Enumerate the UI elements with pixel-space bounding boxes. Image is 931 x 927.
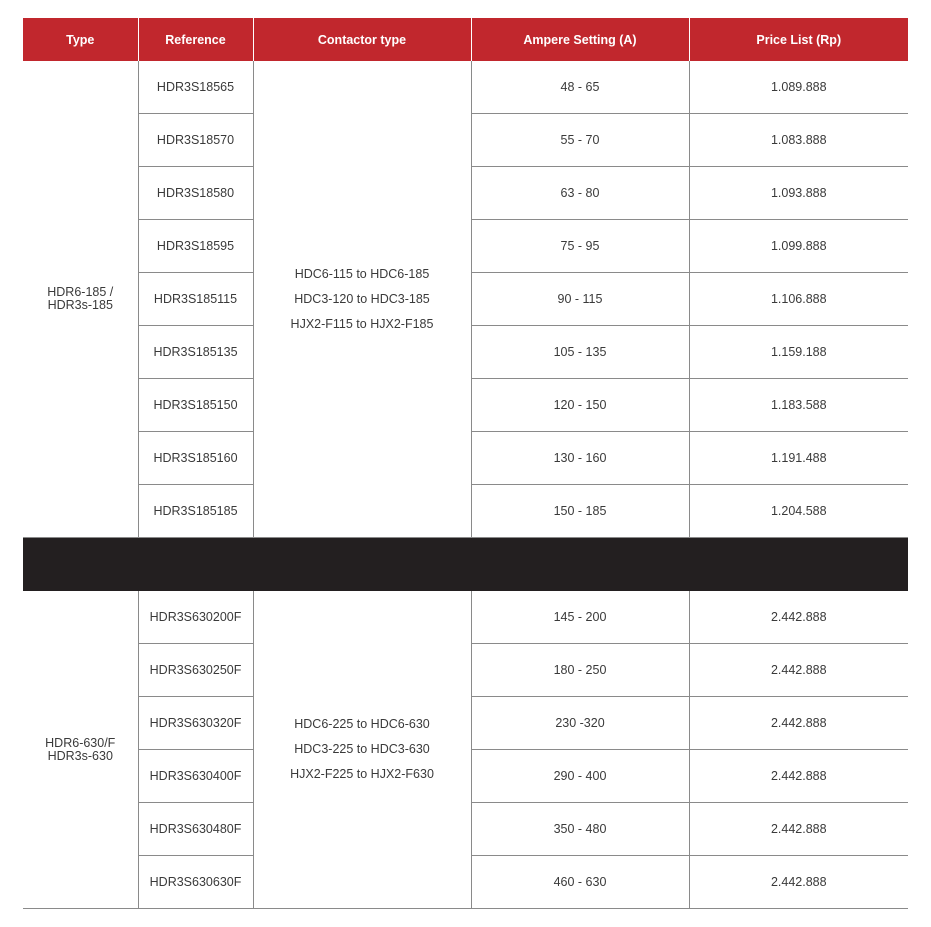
price-cell: 2.442.888: [689, 750, 908, 803]
header-price-list: Price List (Rp): [689, 18, 908, 61]
table-row: [23, 591, 908, 644]
contactor-type-line: HDC3-225 to HDC3-630: [294, 742, 430, 756]
section-separator-row: [23, 538, 908, 592]
reference-cell: HDR3S185160: [138, 432, 253, 485]
price-cell: 1.204.588: [689, 485, 908, 538]
type-line: HDR6-185 /: [47, 285, 114, 299]
ampere-setting-cell: 180 - 250: [471, 644, 689, 697]
ampere-setting-cell: 460 - 630: [471, 856, 689, 909]
reference-cell: HDR3S185115: [138, 273, 253, 326]
price-cell: 1.099.888: [689, 220, 908, 273]
type-line: HDR3s-185: [47, 298, 113, 312]
ampere-setting-cell: 63 - 80: [471, 167, 689, 220]
ampere-setting-cell: 130 - 160: [471, 432, 689, 485]
ampere-setting-cell: 230 -320: [471, 697, 689, 750]
price-cell: 1.083.888: [689, 114, 908, 167]
contactor-type-line: HJX2-F225 to HJX2-F630: [290, 767, 434, 781]
reference-cell: HDR3S185135: [138, 326, 253, 379]
type-cell: [23, 61, 138, 538]
reference-cell: HDR3S630320F: [138, 697, 253, 750]
ampere-setting-cell: 48 - 65: [471, 61, 689, 114]
price-cell: 1.106.888: [689, 273, 908, 326]
reference-cell: HDR3S630200F: [138, 591, 253, 644]
price-cell: 1.093.888: [689, 167, 908, 220]
reference-cell: HDR3S630400F: [138, 750, 253, 803]
price-cell: 2.442.888: [689, 591, 908, 644]
ampere-setting-cell: 290 - 400: [471, 750, 689, 803]
price-cell: 1.089.888: [689, 61, 908, 114]
ampere-setting-cell: 55 - 70: [471, 114, 689, 167]
reference-cell: HDR3S18580: [138, 167, 253, 220]
ampere-setting-cell: 150 - 185: [471, 485, 689, 538]
contactor-type-line: HDC6-115 to HDC6-185: [294, 266, 430, 281]
header-type: Type: [23, 18, 138, 61]
contactor-type-line: HDC3-120 to HDC3-185: [294, 291, 430, 306]
price-list-table: [23, 18, 908, 909]
header-row: [23, 18, 908, 61]
table-body: [23, 61, 908, 909]
ampere-setting-cell: 120 - 150: [471, 379, 689, 432]
ampere-setting-cell: 90 - 115: [471, 273, 689, 326]
section-separator-band: [23, 538, 908, 592]
contactor-type-cell: [253, 591, 471, 909]
type-line: HDR3s-630: [47, 748, 113, 763]
reference-cell: HDR3S185185: [138, 485, 253, 538]
reference-cell: HDR3S18565: [138, 61, 253, 114]
reference-cell: HDR3S630250F: [138, 644, 253, 697]
reference-cell: HDR3S185150: [138, 379, 253, 432]
price-cell: 2.442.888: [689, 697, 908, 750]
contactor-type-cell: [253, 61, 471, 538]
ampere-setting-cell: 105 - 135: [471, 326, 689, 379]
price-cell: 2.442.888: [689, 803, 908, 856]
type-cell: [23, 591, 138, 909]
contactor-type-line: HDC6-225 to HDC6-630: [294, 717, 430, 731]
price-cell: 1.191.488: [689, 432, 908, 485]
header-ampere-setting: Ampere Setting (A): [471, 18, 689, 61]
price-cell: 2.442.888: [689, 644, 908, 697]
reference-cell: HDR3S630480F: [138, 803, 253, 856]
header-reference: Reference: [138, 18, 253, 61]
price-cell: 1.183.588: [689, 379, 908, 432]
header-contactor-type: Contactor type: [253, 18, 471, 61]
reference-cell: HDR3S18595: [138, 220, 253, 273]
contactor-type-line: HJX2-F115 to HJX2-F185: [290, 316, 434, 331]
ampere-setting-cell: 145 - 200: [471, 591, 689, 644]
table-row: [23, 61, 908, 114]
reference-cell: HDR3S630630F: [138, 856, 253, 909]
type-line: HDR6-630/F: [45, 735, 116, 750]
ampere-setting-cell: 75 - 95: [471, 220, 689, 273]
price-cell: 2.442.888: [689, 856, 908, 909]
ampere-setting-cell: 350 - 480: [471, 803, 689, 856]
price-cell: 1.159.188: [689, 326, 908, 379]
reference-cell: HDR3S18570: [138, 114, 253, 167]
